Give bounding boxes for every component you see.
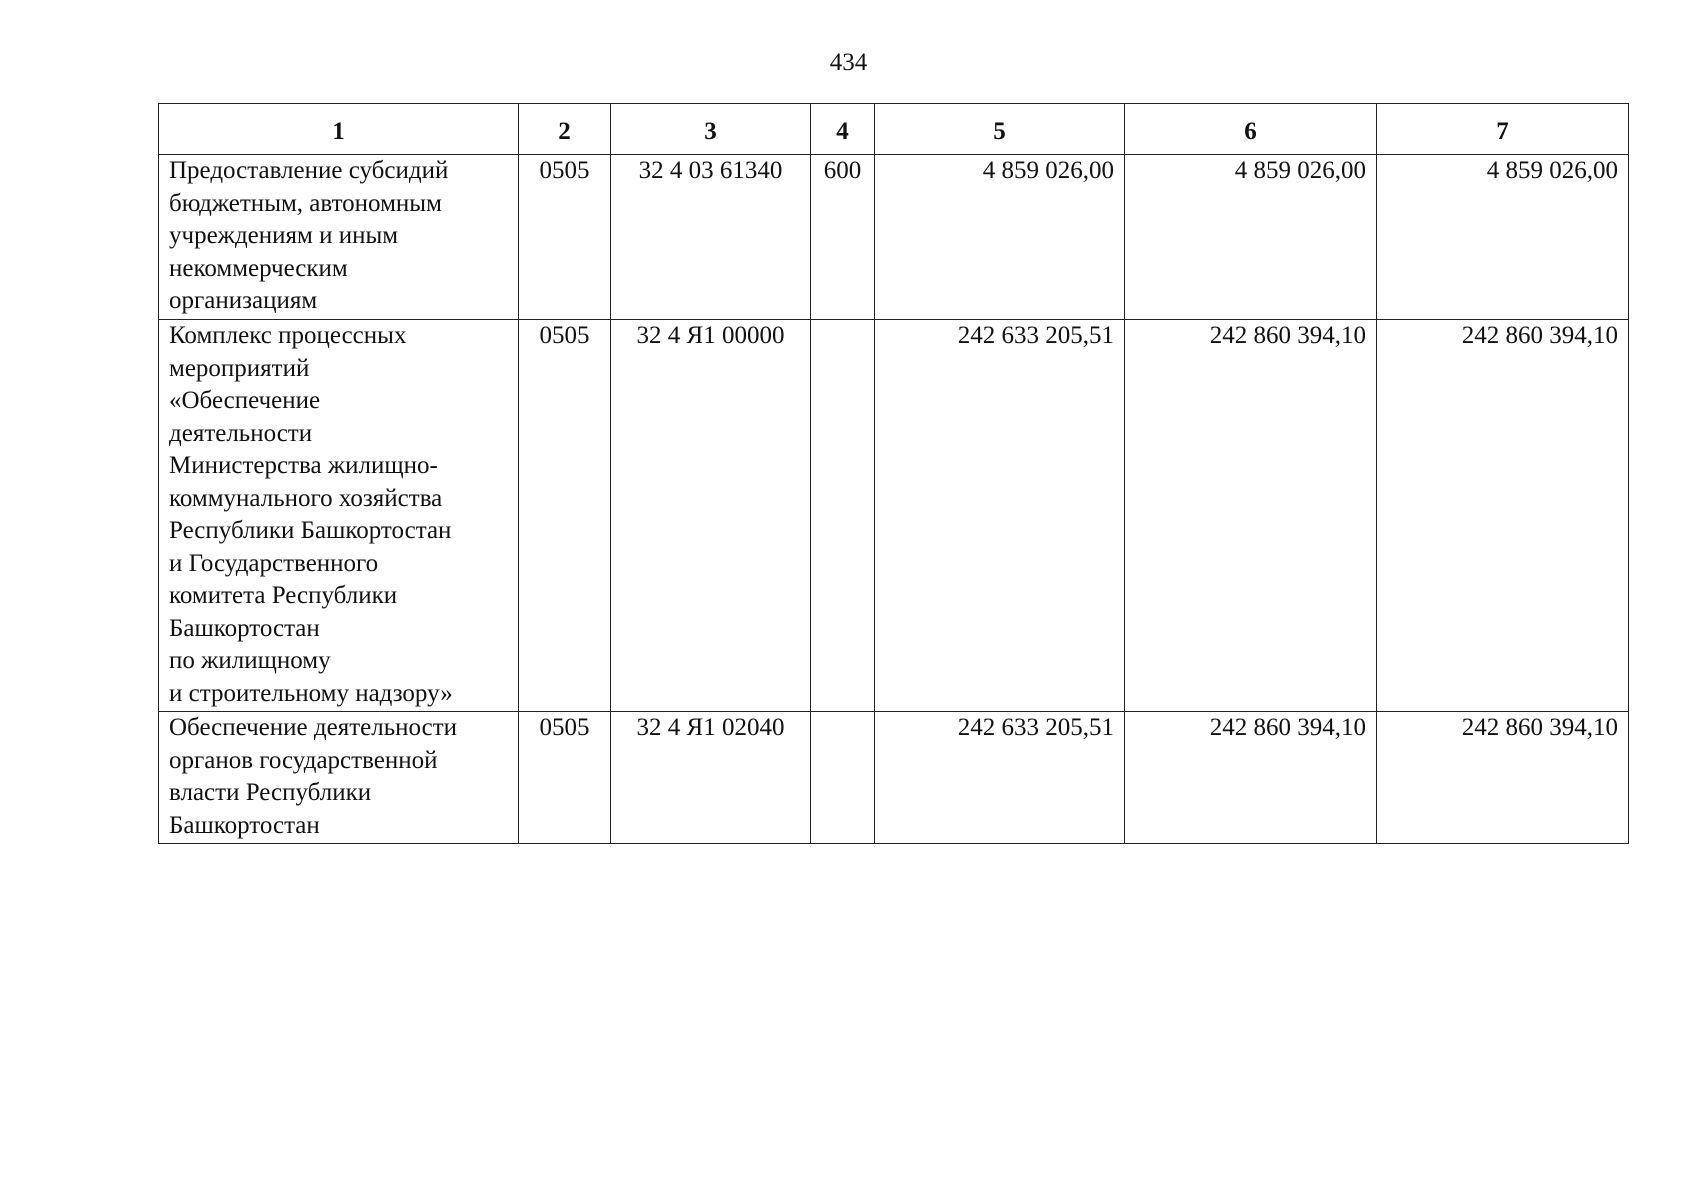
row-expense-type: 600 <box>811 155 875 320</box>
row-expense-type <box>811 320 875 712</box>
row-expense-type <box>811 712 875 844</box>
row-target-code: 32 4 Я1 02040 <box>611 712 811 844</box>
table-row <box>159 712 1629 844</box>
row-value-6: 242 860 394,10 <box>1125 320 1377 712</box>
column-header-2: 2 <box>519 104 611 155</box>
row-value-5: 242 633 205,51 <box>875 712 1125 844</box>
row-name: Обеспечение деятельности органов государственной власти Республики Башкортостан <box>159 712 519 844</box>
column-header-6: 6 <box>1125 104 1377 155</box>
column-header-1: 1 <box>159 104 519 155</box>
row-value-5: 242 633 205,51 <box>875 320 1125 712</box>
row-section-code: 0505 <box>519 155 611 320</box>
table-row <box>159 320 1629 712</box>
page-number: 434 <box>829 49 868 76</box>
row-value-5: 4 859 026,00 <box>875 155 1125 320</box>
row-section-code: 0505 <box>519 712 611 844</box>
budget-table <box>158 103 1629 844</box>
column-header-5: 5 <box>875 104 1125 155</box>
header-row <box>159 104 1629 155</box>
row-value-7: 242 860 394,10 <box>1377 712 1629 844</box>
row-value-7: 242 860 394,10 <box>1377 320 1629 712</box>
row-name: Предоставление субсидий бюджетным, автономным учреждениям и иным некоммерческим организациям <box>159 155 519 320</box>
row-target-code: 32 4 03 61340 <box>611 155 811 320</box>
row-value-6: 242 860 394,10 <box>1125 712 1377 844</box>
row-name: Комплекс процессных мероприятий «Обеспечение деятельности Министерства жилищно- коммунального хозяйства Республики Башкортостан и Государственного комитета Республики Башкортостан по жилищному и строительному надзору» <box>159 320 519 712</box>
table-row <box>159 155 1629 320</box>
row-target-code: 32 4 Я1 00000 <box>611 320 811 712</box>
column-header-4: 4 <box>811 104 875 155</box>
row-value-7: 4 859 026,00 <box>1377 155 1629 320</box>
row-value-6: 4 859 026,00 <box>1125 155 1377 320</box>
row-section-code: 0505 <box>519 320 611 712</box>
column-header-7: 7 <box>1377 104 1629 155</box>
column-header-3: 3 <box>611 104 811 155</box>
